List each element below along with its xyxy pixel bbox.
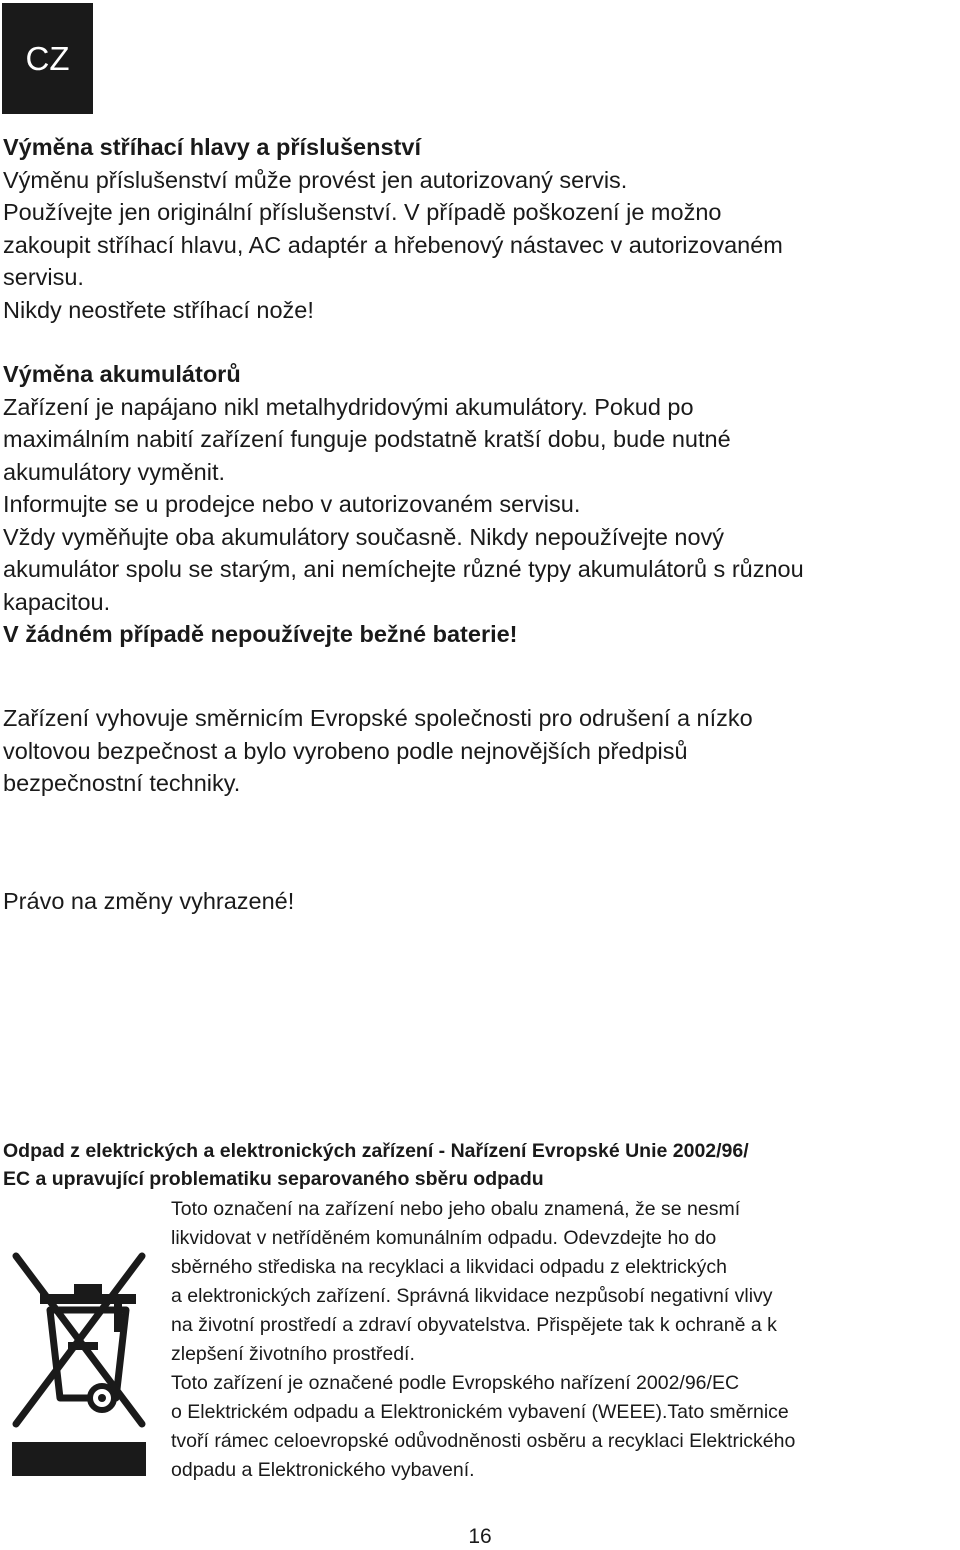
weee-line: sběrného střediska na recyklaci a likvidaci odpadu z elektrických	[171, 1256, 728, 1278]
paragraph-line: kapacitou.	[3, 588, 111, 615]
paragraph-line: maximálním nabití zařízení funguje podstatně kratší dobu, bude nutné	[3, 426, 731, 452]
weee-line: na životní prostředí a zdraví obyvatelstva. Přispějete tak k ochraně a k	[171, 1314, 777, 1336]
paragraph-line: Používejte jen originální příslušenství. V případě poškození je možno	[3, 199, 722, 225]
paragraph-line: servisu.	[3, 264, 84, 290]
weee-line: a elektronických zařízení. Správná likvidace nezpůsobí negativní vlivy	[171, 1285, 773, 1307]
paragraph-line: Vždy vyměňujte oba akumulátory současně. Nikdy nepoužívejte nový	[3, 523, 725, 550]
section-heading: Výměna stříhací hlavy a příslušenství	[3, 134, 421, 160]
paragraph-line: Nikdy neostřete stříhací nože!	[3, 296, 314, 323]
weee-line: zlepšení životního prostředí.	[171, 1343, 415, 1365]
weee-line: Toto označení na zařízení nebo jeho obalu znamená, že se nesmí	[171, 1198, 741, 1220]
paragraph-line: bezpečnostní techniky.	[3, 770, 241, 796]
weee-line: o Elektrickém odpadu a Elektronickém vybavení (WEEE).Tato směrnice	[171, 1401, 789, 1423]
weee-heading-line: EC a upravující problematiku separovaného sběru odpadu	[3, 1168, 544, 1190]
rights-notice: Právo na změny vyhrazené!	[3, 888, 295, 914]
weee-heading-line: Odpad z elektrických a elektronických zařízení - Nařízení Evropské Unie 2002/96/	[3, 1140, 749, 1162]
paragraph-line: zakoupit stříhací hlavu, AC adaptér a hřebenový nástavec v autorizovaném	[3, 231, 783, 258]
weee-line: odpadu a Elektronického vybavení.	[171, 1459, 475, 1481]
weee-line: likvidovat v netříděném komunálním odpadu. Odevzdejte ho do	[171, 1227, 717, 1249]
paragraph-line: Zařízení je napájano nikl metalhydridovými akumulátory. Pokud po	[3, 393, 694, 420]
language-tag: CZ	[2, 3, 93, 114]
battery-warning: V žádném případě nepoužívejte bežné baterie!	[3, 621, 518, 647]
section-replace-heads	[3, 131, 953, 326]
weee-body	[171, 1195, 951, 1485]
section-replace-batteries	[3, 358, 953, 651]
crossed-out-wheelie-bin-icon	[10, 1248, 150, 1476]
paragraph-line: voltovou bezpečnost a bylo vyrobeno podle nejnovějších předpisů	[3, 737, 688, 764]
weee-line: Toto zařízení je označené podle Evropského nařízení 2002/96/EC	[171, 1372, 740, 1394]
section-compliance	[3, 702, 953, 800]
paragraph-line: Výměnu příslušenství může provést jen autorizovaný servis.	[3, 166, 628, 193]
page-number: 16	[468, 1525, 492, 1548]
weee-heading	[3, 1137, 953, 1193]
paragraph-line: Informujte se u prodejce nebo v autorizovaném servisu.	[3, 491, 581, 517]
paragraph-line: akumulátory vyměnit.	[3, 458, 226, 485]
weee-line: tvoří rámec celoevropské odůvodněnosti osběru a recyklaci Elektrického	[171, 1430, 796, 1452]
paragraph-line: Zařízení vyhovuje směrnicím Evropské společnosti pro odrušení a nízko	[3, 705, 753, 731]
section-heading: Výměna akumulátorů	[3, 361, 241, 387]
paragraph-line: akumulátor spolu se starým, ani nemíchejte různé typy akumulátorů s různou	[3, 556, 804, 582]
